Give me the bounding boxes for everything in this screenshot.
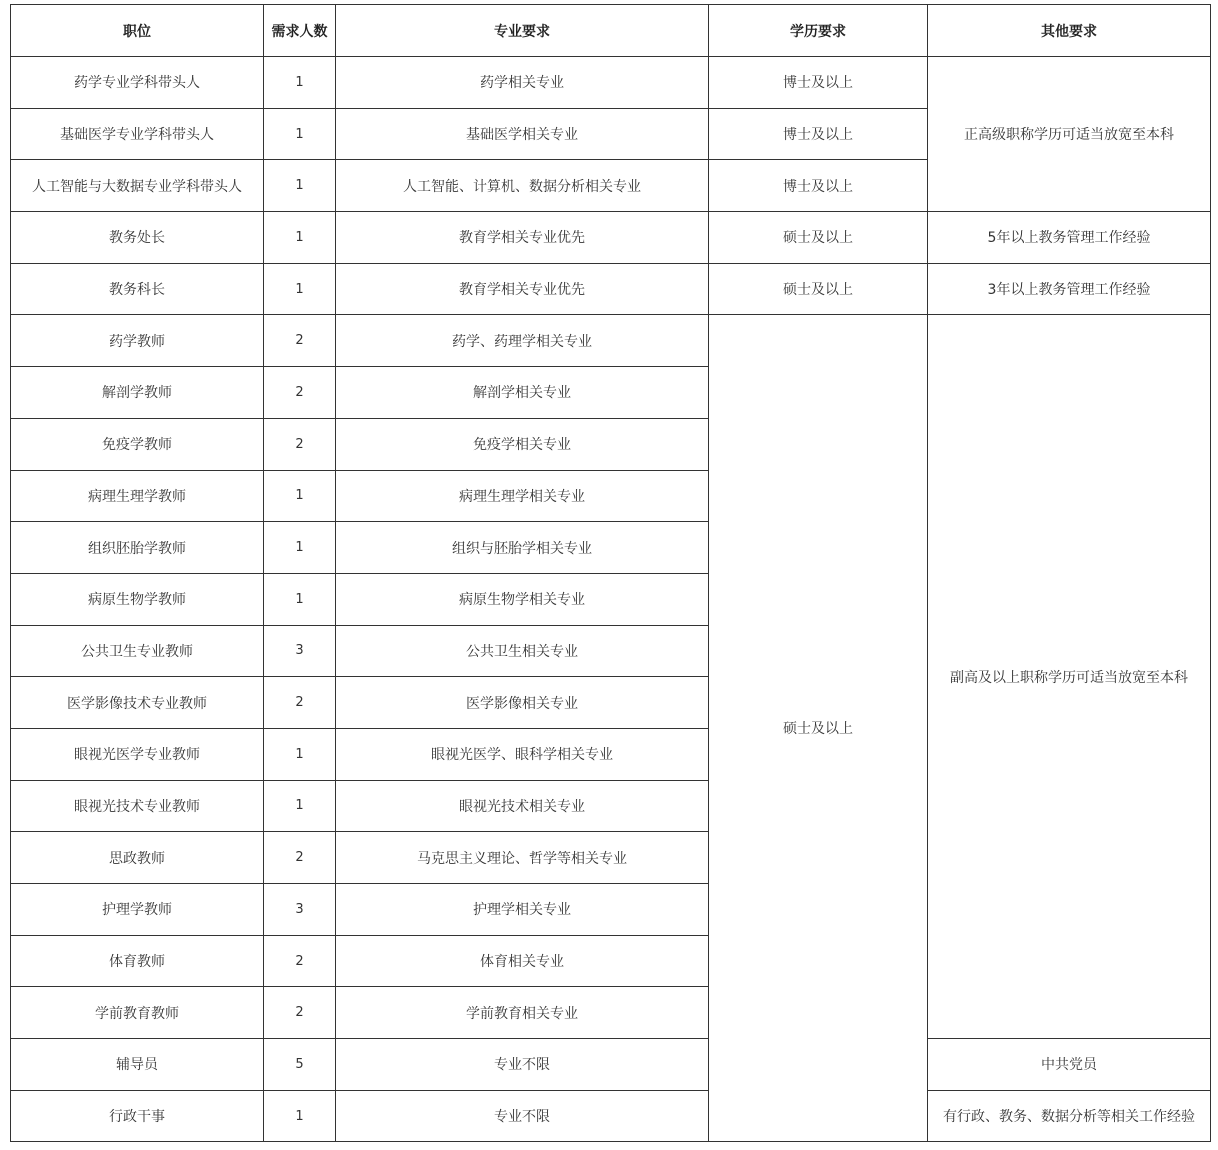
cell-major: 专业不限: [336, 1039, 709, 1091]
cell-major: 基础医学相关专业: [336, 108, 709, 160]
cell-major: 药学相关专业: [336, 57, 709, 109]
cell-count: 2: [264, 935, 336, 987]
cell-major: 公共卫生相关专业: [336, 625, 709, 677]
cell-count: 3: [264, 884, 336, 936]
cell-position: 眼视光技术专业教师: [11, 780, 264, 832]
cell-count: 1: [264, 57, 336, 109]
cell-major: 专业不限: [336, 1090, 709, 1142]
cell-count: 1: [264, 212, 336, 264]
cell-position: 药学教师: [11, 315, 264, 367]
cell-position: 药学专业学科带头人: [11, 57, 264, 109]
cell-position: 免疫学教师: [11, 418, 264, 470]
cell-education: 博士及以上: [709, 57, 928, 109]
recruitment-table-container: [10, 4, 1211, 1142]
cell-major: 人工智能、计算机、数据分析相关专业: [336, 160, 709, 212]
cell-count: 1: [264, 522, 336, 574]
cell-major: 病原生物学相关专业: [336, 573, 709, 625]
cell-position: 体育教师: [11, 935, 264, 987]
cell-position: 医学影像技术专业教师: [11, 677, 264, 729]
cell-count: 1: [264, 780, 336, 832]
cell-education: 博士及以上: [709, 160, 928, 212]
table-row: [11, 1039, 1211, 1091]
cell-major: 学前教育相关专业: [336, 987, 709, 1039]
cell-position: 病原生物学教师: [11, 573, 264, 625]
cell-major: 马克思主义理论、哲学等相关专业: [336, 832, 709, 884]
cell-position: 基础医学专业学科带头人: [11, 108, 264, 160]
cell-other: 有行政、教务、数据分析等相关工作经验: [928, 1090, 1211, 1142]
cell-count: 2: [264, 418, 336, 470]
cell-count: 2: [264, 315, 336, 367]
cell-position: 公共卫生专业教师: [11, 625, 264, 677]
cell-position: 思政教师: [11, 832, 264, 884]
table-row: [11, 57, 1211, 109]
cell-count: 1: [264, 1090, 336, 1142]
cell-position: 人工智能与大数据专业学科带头人: [11, 160, 264, 212]
table-row: [11, 263, 1211, 315]
cell-other-merged: 副高及以上职称学历可适当放宽至本科: [928, 315, 1211, 1039]
cell-count: 2: [264, 987, 336, 1039]
cell-count: 5: [264, 1039, 336, 1091]
table-row: [11, 315, 1211, 367]
cell-position: 教务科长: [11, 263, 264, 315]
cell-education: 硕士及以上: [709, 263, 928, 315]
cell-position: 病理生理学教师: [11, 470, 264, 522]
header-major: 专业要求: [336, 5, 709, 57]
cell-position: 组织胚胎学教师: [11, 522, 264, 574]
table-row: [11, 212, 1211, 264]
cell-count: 1: [264, 470, 336, 522]
header-education: 学历要求: [709, 5, 928, 57]
cell-count: 3: [264, 625, 336, 677]
cell-other: 5年以上教务管理工作经验: [928, 212, 1211, 264]
cell-major: 医学影像相关专业: [336, 677, 709, 729]
cell-position: 眼视光医学专业教师: [11, 728, 264, 780]
cell-education: 博士及以上: [709, 108, 928, 160]
cell-major: 眼视光技术相关专业: [336, 780, 709, 832]
cell-position: 学前教育教师: [11, 987, 264, 1039]
cell-major: 组织与胚胎学相关专业: [336, 522, 709, 574]
cell-education-merged: 硕士及以上: [709, 315, 928, 1142]
cell-position: 解剖学教师: [11, 367, 264, 419]
cell-major: 病理生理学相关专业: [336, 470, 709, 522]
cell-major: 体育相关专业: [336, 935, 709, 987]
cell-education: 硕士及以上: [709, 212, 928, 264]
header-other: 其他要求: [928, 5, 1211, 57]
cell-major: 免疫学相关专业: [336, 418, 709, 470]
cell-count: 1: [264, 263, 336, 315]
cell-major: 教育学相关专业优先: [336, 212, 709, 264]
cell-other: 3年以上教务管理工作经验: [928, 263, 1211, 315]
cell-count: 1: [264, 108, 336, 160]
cell-major: 药学、药理学相关专业: [336, 315, 709, 367]
cell-major: 眼视光医学、眼科学相关专业: [336, 728, 709, 780]
cell-position: 教务处长: [11, 212, 264, 264]
cell-major: 护理学相关专业: [336, 884, 709, 936]
cell-count: 1: [264, 160, 336, 212]
cell-position: 辅导员: [11, 1039, 264, 1091]
cell-count: 2: [264, 367, 336, 419]
table-row: [11, 1090, 1211, 1142]
recruitment-table: [10, 4, 1211, 1142]
cell-other: 中共党员: [928, 1039, 1211, 1091]
table-header-row: [11, 5, 1211, 57]
header-count: 需求人数: [264, 5, 336, 57]
cell-count: 2: [264, 832, 336, 884]
cell-major: 解剖学相关专业: [336, 367, 709, 419]
header-position: 职位: [11, 5, 264, 57]
cell-position: 行政干事: [11, 1090, 264, 1142]
cell-other-merged: 正高级职称学历可适当放宽至本科: [928, 57, 1211, 212]
cell-major: 教育学相关专业优先: [336, 263, 709, 315]
cell-count: 2: [264, 677, 336, 729]
cell-position: 护理学教师: [11, 884, 264, 936]
cell-count: 1: [264, 728, 336, 780]
cell-count: 1: [264, 573, 336, 625]
